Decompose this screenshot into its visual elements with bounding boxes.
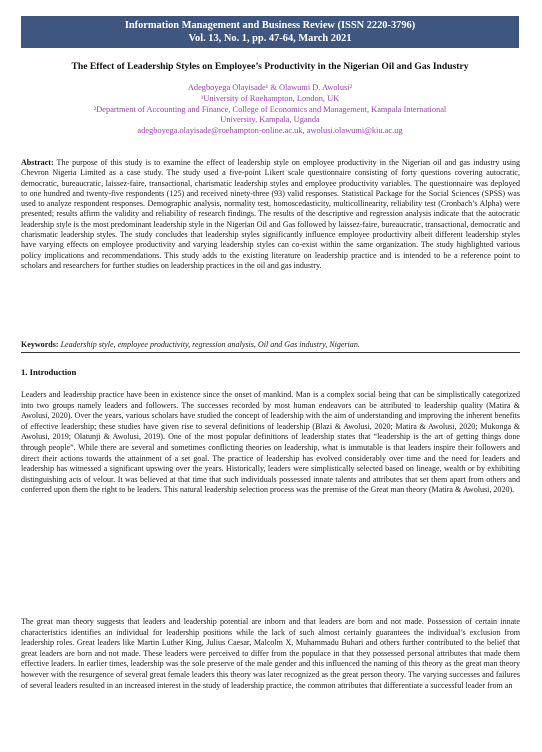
- author-names: Adegboyega Olayisade¹ & Olawumi D. Awolusi²: [187, 83, 353, 92]
- author-emails: adegboyega.olayisade@roehampton-online.ac.uk, awolusi.olawumi@kiu.ac.ug: [137, 126, 403, 136]
- keywords-divider: [21, 352, 520, 353]
- abstract-label: Abstract:: [21, 158, 54, 167]
- keywords: [21, 340, 520, 350]
- journal-name: Information Management and Business Review (ISSN 2220-3796): [124, 20, 416, 31]
- journal-volume: Vol. 13, No. 1, pp. 47-64, March 2021: [188, 33, 352, 44]
- abstract-text: The purpose of this study is to examine the effect of leadership style on employee productivity in the Nigerian oil and gas industry using Chevron Nigeria Limited as a case study. The study used a five-point Likert scale questionnaire consisting of forty questions covering autocratic, democratic, bureaucratic, laissez-faire, transactional, charismatic leadership styles and employee productivity variables. The questionnaire was deployed to one hundred and twenty-five respondents (125) and received ninety-three (93) valid responses. Statistical Package for the Social Sciences (SPSS) was used to analyze respondent responses. Demographic analysis, normality test, homoscedasticity, multicollinearity, reliability test (Cronbach’s Alpha) were presented; results affirm the validity and reliability of research findings. The results of the descriptive and regression analysis indicate that the autocratic leadership style is the most predominant leadership style in the Nigerian Oil and Gas followed by laissez-faire, bureaucratic, transactional, democratic and charismatic leadership styles. The study concludes that leadership styles significantly influence employee productivity albeit different leadership styles have varying effects on employee productivity and varying leadership styles can co-exist within the same organization. The study highlighted various policy implications and recommendations. This study adds to the existing literature on leadership practice and is intended to be a reference point to scholars and researchers for further studies on leadership practices in the oil and gas industry.: [21, 158, 520, 270]
- introduction-paragraph-1: Leaders and leadership practice have been in existence since the onset of mankind. Man is a complex social being that can be simplistically categorized into two groups namely leaders and followers. The successes recorded by most human endeavors can be attributed to leadership quality (Matira & Awolusi, 2020). Over the years, various scholars have studied the concept of leadership with the aim of understanding and improving the inherent benefits of effective leadership; these studies have given rise to several definitions of leadership (Blazi & Awolusi, 2020; Matira & Awolusi, 2020; Mukonga & Awolusi, 2019; Olatunji & Awolusi, 2019). One of the most popular definitions of leadership states that “leadership is the art of getting things done through people”. While there are several and sometimes conflicting theories on leadership, what is immutable is that leaders inspire their followers and direct their actions towards the attainment of a set goal. The practice of leadership has evolved considerably over time and the need for leaders and leadership has witnessed a significant upswing over the years. Historically, leaders were simplistically selected based on lineage, wealth or by exhibiting distinguishing acts of velour. It was believed at that time that such individuals possessed innate talents and attributes that set them apart from others and conferred upon them the right to be leaders. This natural leadership selection process was the premise of the Great man theory (Matira & Awolusi, 2020).: [21, 390, 520, 495]
- introduction-heading: 1. Introduction: [21, 367, 77, 377]
- keywords-label: Keywords:: [21, 340, 59, 349]
- affiliation-2-line1: ²Department of Accounting and Finance, College of Economics and Management, Kampala International: [93, 104, 447, 114]
- author-block: [21, 83, 519, 137]
- introduction-paragraph-2: The great man theory suggests that leaders and leadership potential are inborn and that leaders are born and not made. Possession of certain innate characteristics identifies an individual for leadership positions while the lack of such almost certainly guarantees the individual’s exclusion from leadership roles. Great leaders like Martin Luther King, Julius Caesar, Malcolm X, Muhammadu Buhari and others further contributed to the belief that great leaders are born and not made. These leaders were perceived to differ from the populace in that they possessed personal attributes that made them effective leaders. In earlier times, leadership was the sole preserve of the male gender and this influenced the naming of this theory as the great man theory however with the resurgence of several great female leaders this theory was later recognized as the great person theory. The varying successes and failures of several leaders resulted in an increased interest in the study of leadership practice, the common attributes that differentiate a successful leader from an: [21, 617, 520, 690]
- affiliation-1: ¹University of Roehampton, London, UK: [200, 93, 340, 103]
- abstract: [21, 158, 520, 271]
- keywords-text: Leadership style, employee productivity, regression analysis, Oil and Gas industry, Nigerian.: [60, 340, 360, 349]
- paper-title: The Effect of Leadership Styles on Employee’s Productivity in the Nigerian Oil and Gas Industry: [71, 61, 469, 72]
- affiliation-2-line2: University, Kampala, Uganda: [220, 115, 320, 125]
- journal-header-banner: [21, 16, 519, 48]
